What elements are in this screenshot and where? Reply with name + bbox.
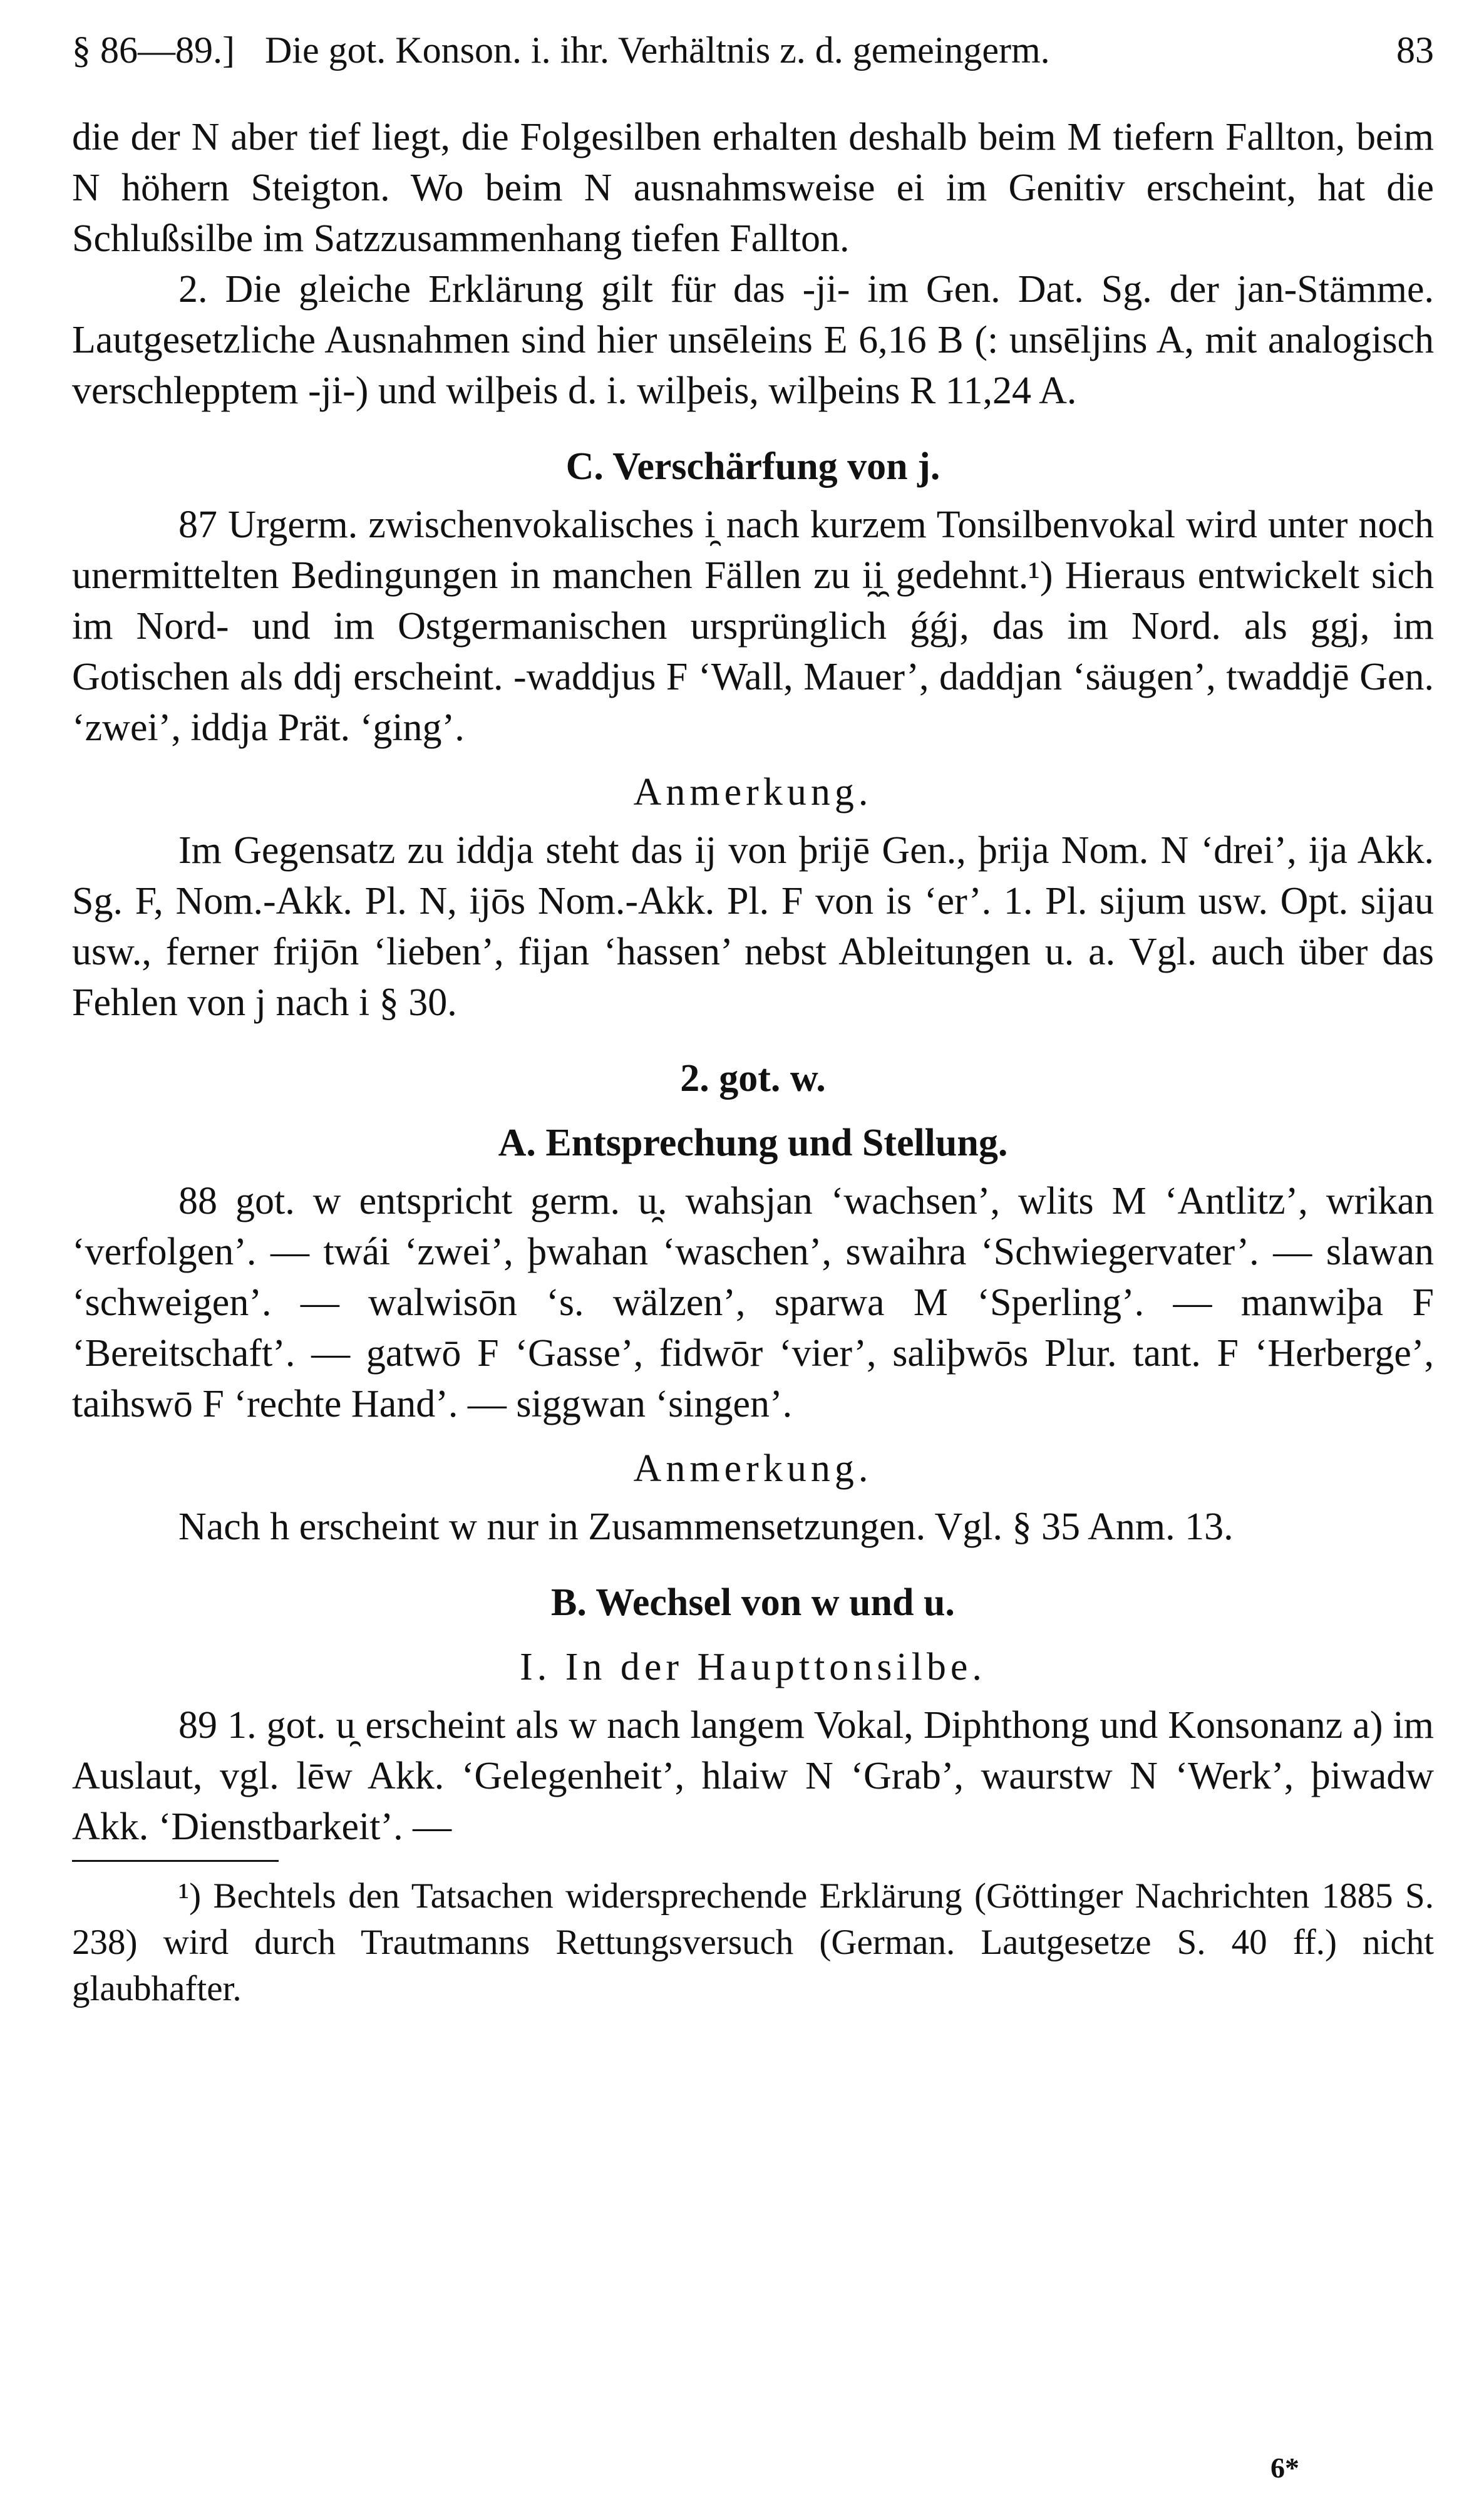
signature-mark: 6* (1270, 2452, 1299, 2484)
section-87: 87 Urgerm. zwischenvokalisches i̯ nach kurzem Tonsilbenvokal wird unter noch unermittelten Bedingungen in manchen Fällen zu i̯i̯ gedehnt.¹) Hieraus entwickelt sich im Nord- und im Ostgermanischen ursprünglich ǵǵj, das im Nord. als ggj, im Gotischen als ddj erscheint. -waddjus F ‘Wall, Mauer’, daddjan ‘säugen’, twaddjē Gen. ‘zwei’, iddja Prät. ‘ging’. (72, 504, 1434, 749)
heading-2: 2. got. w. (680, 1057, 826, 1100)
heading-b: B. Wechsel von w und u. (551, 1581, 955, 1624)
heading-c: C. Verschärfung von j. (565, 445, 940, 488)
section-88: 88 got. w entspricht germ. u̯. wahsjan ‘wachsen’, wlits M ‘Antlitz’, wrikan ‘verfolgen’. — twái ‘zwei’, þwahan ‘waschen’, swaihra ‘Schwiegervater’. — slawan ‘schweigen’. — walwisōn ‘s. wälzen’, sparwa M ‘Sperling’. — manwiþa F ‘Bereitschaft’. — gatwō F ‘Gasse’, fidwōr ‘vier’, saliþwōs Plur. tant. F ‘Herberge’, taihswō F ‘rechte Hand’. — siggwan ‘singen’. (72, 1180, 1434, 1425)
section-89: 89 1. got. u̯ erscheint als w nach langem Vokal, Diphthong und Konsonanz a) im Auslaut, vgl. lēw Akk. ‘Gelegenheit’, hlaiw N ‘Grab’, waurstw N ‘Werk’, þiwadw Akk. ‘Dienstbarkeit’. — (72, 1704, 1434, 1848)
footnote-divider (72, 1860, 279, 1862)
header-section: § 86—89.] (72, 29, 235, 71)
anmerkung-1-title: Anmerkung. (633, 771, 873, 813)
paragraph-2: 2. Die gleiche Erklärung gilt für das -ji- im Gen. Dat. Sg. der jan-Stämme. Lautgesetzliche Ausnahmen sind hier unsēleins E 6,16 B (: unsēljins A, mit analogisch verschlepptem -ji-) und wilþeis d. i. wilþeis, wilþeins R 11,24 A. (72, 268, 1434, 412)
running-header (72, 25, 1434, 76)
heading-i: I. In der Haupttonsilbe. (520, 1646, 986, 1688)
anmerkung-1: Im Gegensatz zu iddja steht das ij von þrijē Gen., þrija Nom. N ‘drei’, ija Akk. Sg. F, Nom.-Akk. Pl. N, ijōs Nom.-Akk. Pl. F von is ‘er’. 1. Pl. sijum usw. Opt. sijau usw., ferner frijōn ‘lieben’, fijan ‘hassen’ nebst Ableitungen u. a. Vgl. auch über das Fehlen von j nach i § 30. (72, 829, 1434, 1024)
page-number: 83 (1396, 29, 1434, 71)
header-title: Die got. Konson. i. ihr. Verhältnis z. d. gemeingerm. (264, 29, 1050, 71)
anmerkung-2-title: Anmerkung. (633, 1447, 873, 1490)
anmerkung-2: Nach h erscheint w nur in Zusammensetzungen. Vgl. § 35 Anm. 13. (178, 1506, 1234, 1548)
heading-a: A. Entsprechung und Stellung. (498, 1122, 1008, 1164)
paragraph-continued: die der N aber tief liegt, die Folgesilben erhalten deshalb beim M tiefern Fallton, beim N höhern Steigton. Wo beim N ausnahmsweise ei im Genitiv erscheint, hat die Schlußsilbe im Satzzusammenhang tiefen Fallton. (72, 116, 1434, 260)
footnote: ¹) Bechtels den Tatsachen widersprechende Erklärung (Göttinger Nachrichten 1885 S. 238) wird durch Trautmanns Rettungsversuch (German. Lautgesetze S. 40 ff.) nicht glaubhafter. (72, 1876, 1434, 2008)
